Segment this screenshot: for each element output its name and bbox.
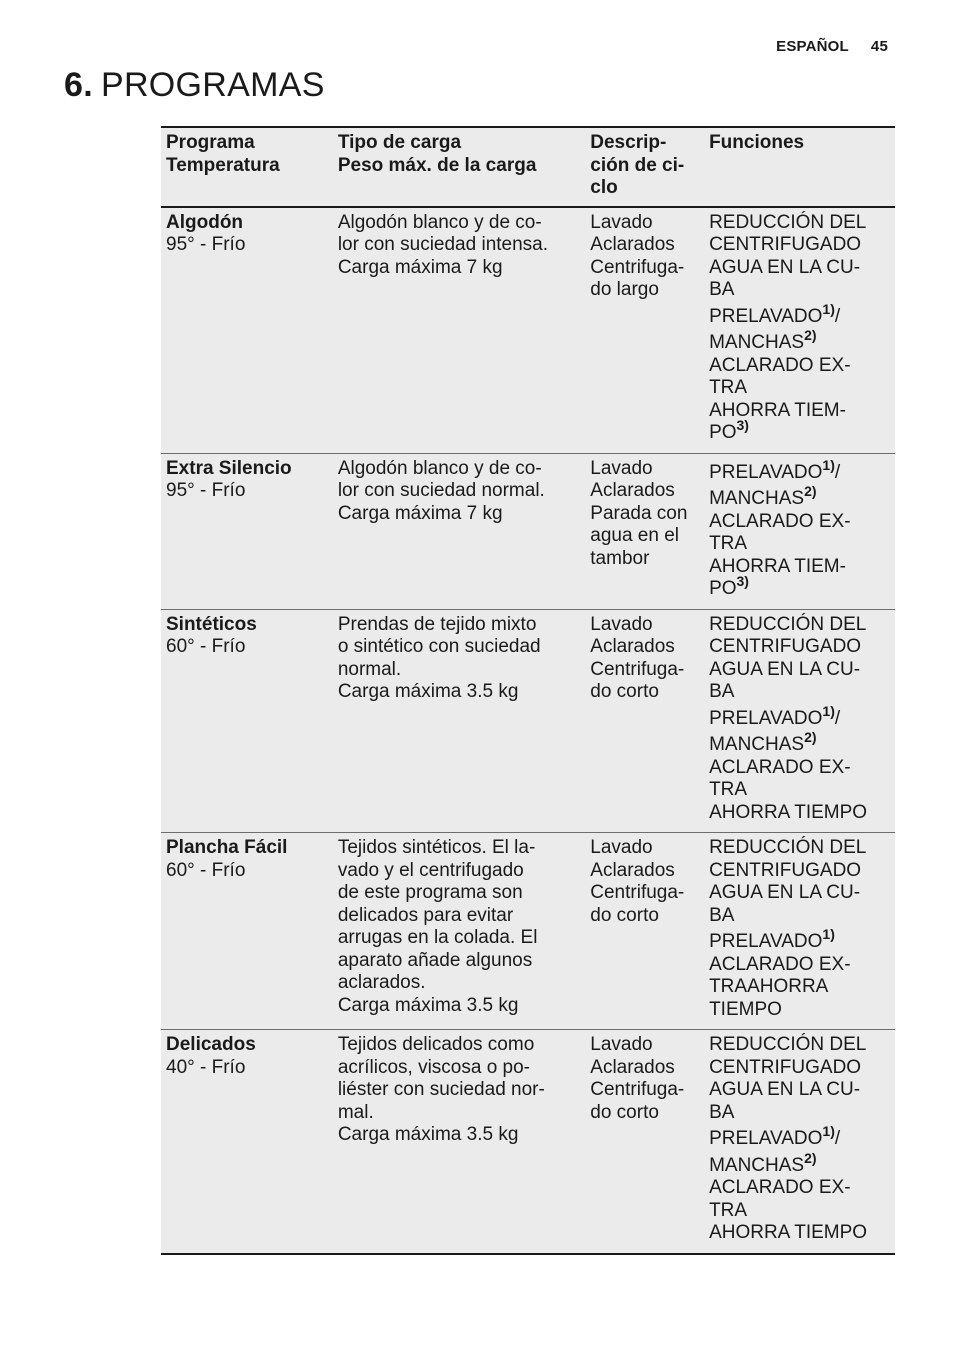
- function-line: [709, 483, 890, 511]
- footnote-marker: 1): [822, 300, 835, 317]
- function-line: REDUCCIÓN DEL: [709, 837, 867, 858]
- function-line: [709, 573, 890, 601]
- table-row: [161, 207, 895, 454]
- function-line: [709, 1123, 890, 1151]
- header-line: Temperatura: [166, 154, 280, 176]
- section-number: 6.: [64, 66, 93, 104]
- program-cell: [161, 609, 333, 833]
- program-cell: [161, 453, 333, 609]
- load-cell: [333, 207, 585, 454]
- footnote-marker: 3): [736, 417, 749, 433]
- program-cell: [161, 1030, 333, 1254]
- function-line: CENTRIFUGADO: [709, 234, 862, 255]
- program-cell: [161, 207, 333, 454]
- function-text: MANCHAS: [709, 488, 805, 509]
- function-line: [709, 327, 890, 355]
- load-cell: [333, 833, 585, 1030]
- cycle-line: Parada con: [590, 502, 688, 524]
- function-line: [709, 417, 890, 445]
- footnote-marker: 2): [804, 327, 817, 343]
- cycle-cell: [585, 207, 704, 454]
- separator-slash: /: [834, 707, 841, 729]
- function-text: PRELAVADO: [709, 1128, 823, 1149]
- function-line: [709, 702, 890, 731]
- cycle-line: Lavado: [590, 457, 653, 479]
- footnote-marker: 2): [804, 729, 817, 745]
- cycle-line: Aclarados: [590, 859, 675, 881]
- program-name: Sintéticos: [166, 613, 257, 635]
- table-row: [161, 453, 895, 609]
- function-line: [709, 456, 890, 485]
- function-line: ACLARADO EX-: [709, 756, 851, 778]
- load-line: arrugas en la colada. El: [337, 927, 538, 948]
- function-line: [709, 729, 890, 757]
- function-text: PRELAVADO: [709, 461, 823, 483]
- footnote-marker: 1): [822, 456, 835, 473]
- table-row: [161, 609, 895, 833]
- function-line: AGUA EN LA CU-: [709, 1079, 861, 1100]
- load-line: Prendas de tejido mixto: [337, 613, 537, 635]
- function-line: ACLARADO EX-: [709, 510, 851, 532]
- function-line: REDUCCIÓN DEL: [709, 1034, 867, 1055]
- functions-cell: [704, 453, 895, 609]
- function-line: REDUCCIÓN DEL: [709, 211, 867, 233]
- cycle-cell: [585, 1030, 704, 1254]
- cycle-line: do corto: [590, 681, 659, 702]
- cycle-line: tambor: [590, 547, 650, 569]
- cycle-line: Centrifuga-: [590, 1079, 685, 1100]
- function-text: MANCHAS: [709, 1154, 805, 1176]
- program-name: Extra Silencio: [166, 457, 292, 479]
- function-line: TRA: [709, 533, 748, 554]
- program-temperature: 95° - Frío: [166, 480, 246, 501]
- load-line: delicados para evitar: [337, 904, 514, 926]
- function-line: ACLARADO EX-: [709, 354, 851, 376]
- load-line: acrílicos, viscosa o po-: [337, 1056, 531, 1078]
- program-temperature: 40° - Frío: [166, 1056, 246, 1078]
- function-line: ACLARADO EX-: [709, 1177, 851, 1198]
- table-row: [161, 833, 895, 1030]
- load-line: Tejidos delicados como: [337, 1034, 535, 1055]
- function-line: AGUA EN LA CU-: [709, 658, 861, 680]
- separator-slash: /: [834, 1128, 841, 1149]
- functions-cell: [704, 833, 895, 1030]
- header-line: Descrip-: [590, 132, 667, 153]
- function-text: PRELAVADO: [709, 931, 823, 952]
- load-line: Carga máxima 3.5 kg: [337, 994, 519, 1016]
- function-line: ACLARADO EX-: [709, 953, 851, 975]
- separator-slash: /: [834, 305, 841, 327]
- load-line: vado y el centrifugado: [337, 859, 524, 881]
- function-line: TRAAHORRA: [709, 976, 829, 997]
- function-line: CENTRIFUGADO: [709, 1056, 862, 1078]
- cycle-line: Aclarados: [590, 1056, 675, 1078]
- load-line: aclarados.: [337, 972, 426, 993]
- functions-cell: [704, 1030, 895, 1254]
- footnote-marker: 1): [822, 1123, 835, 1139]
- cycle-cell: [585, 453, 704, 609]
- program-temperature: 95° - Frío: [166, 234, 246, 255]
- function-line: CENTRIFUGADO: [709, 859, 862, 881]
- function-text: MANCHAS: [709, 332, 805, 353]
- load-line: Algodón blanco y de co-: [337, 211, 542, 233]
- load-line: Carga máxima 3.5 kg: [337, 1124, 519, 1145]
- header-line: Tipo de carga: [337, 132, 462, 153]
- function-line: REDUCCIÓN DEL: [709, 613, 867, 635]
- header-language: ESPAÑOL: [776, 38, 849, 55]
- cycle-line: Centrifuga-: [590, 882, 685, 903]
- function-line: TRA: [709, 377, 748, 398]
- function-line: AHORRA TIEM-: [709, 399, 846, 421]
- cycle-line: Centrifuga-: [590, 256, 685, 278]
- table-row: [161, 1030, 895, 1254]
- section-title: [64, 66, 325, 105]
- table-header-row: [161, 127, 895, 207]
- cycle-line: Centrifuga-: [590, 658, 685, 680]
- function-text: MANCHAS: [709, 734, 805, 755]
- load-line: Algodón blanco y de co-: [337, 457, 542, 479]
- cycle-line: agua en el: [590, 525, 680, 546]
- header-load-type: [333, 127, 585, 207]
- function-text: PRELAVADO: [709, 305, 823, 327]
- header-line: ción de ci-: [590, 154, 685, 176]
- load-line: aparato añade algunos: [337, 949, 533, 971]
- cycle-line: Aclarados: [590, 480, 675, 501]
- function-line: AHORRA TIEMPO: [709, 801, 868, 823]
- header-line: clo: [590, 177, 618, 198]
- program-name: Delicados: [166, 1034, 256, 1055]
- load-line: Carga máxima 7 kg: [337, 502, 503, 524]
- section-title-text: PROGRAMAS: [100, 66, 325, 104]
- function-line: TIEMPO: [709, 998, 782, 1020]
- header-cycle-description: [585, 127, 704, 207]
- cycle-line: do largo: [590, 279, 659, 300]
- function-line: AHORRA TIEM-: [709, 555, 846, 577]
- program-name: Plancha Fácil: [166, 837, 288, 858]
- load-line: normal.: [337, 658, 402, 680]
- load-line: mal.: [337, 1101, 374, 1123]
- load-line: Carga máxima 3.5 kg: [337, 681, 519, 702]
- function-line: BA: [709, 904, 735, 926]
- load-line: de este programa son: [337, 882, 523, 903]
- load-line: lor con suciedad normal.: [337, 480, 545, 501]
- cycle-line: Lavado: [590, 1034, 653, 1055]
- function-line: BA: [709, 681, 735, 702]
- program-cell: [161, 833, 333, 1030]
- load-line: Carga máxima 7 kg: [337, 256, 503, 278]
- footnote-marker: 1): [822, 926, 835, 942]
- load-line: lor con suciedad intensa.: [337, 234, 549, 255]
- header-line: Funciones: [709, 132, 805, 153]
- page-number: 45: [870, 38, 888, 55]
- cycle-line: Lavado: [590, 837, 653, 858]
- footnote-marker: 1): [822, 702, 835, 719]
- cycle-line: Aclarados: [590, 234, 675, 255]
- load-line: Tejidos sintéticos. El la-: [337, 837, 536, 858]
- function-line: AGUA EN LA CU-: [709, 882, 861, 903]
- program-temperature: 60° - Frío: [166, 859, 246, 881]
- function-line: AGUA EN LA CU-: [709, 256, 861, 278]
- load-cell: [333, 453, 585, 609]
- function-text: PO: [709, 422, 737, 443]
- load-cell: [333, 1030, 585, 1254]
- header-program-temperature: [161, 127, 333, 207]
- function-line: [709, 1149, 890, 1178]
- functions-cell: [704, 609, 895, 833]
- function-line: AHORRA TIEMPO: [709, 1222, 868, 1243]
- cycle-line: do corto: [590, 904, 659, 926]
- load-line: liéster con suciedad nor-: [337, 1079, 545, 1100]
- footnote-marker: 3): [736, 573, 749, 589]
- header-functions: [704, 127, 895, 207]
- function-line: CENTRIFUGADO: [709, 636, 862, 657]
- cycle-line: do corto: [590, 1101, 659, 1123]
- function-line: BA: [709, 279, 735, 300]
- header-line: Programa: [166, 132, 255, 153]
- cycle-line: Aclarados: [590, 636, 675, 657]
- cycle-line: Lavado: [590, 211, 653, 233]
- program-name: Algodón: [166, 211, 244, 233]
- function-line: [709, 300, 890, 329]
- load-line: o sintético con suciedad: [337, 636, 541, 657]
- cycle-line: Lavado: [590, 613, 653, 635]
- function-text: PO: [709, 578, 737, 599]
- programs-table: [161, 126, 895, 1255]
- footnote-marker: 2): [804, 483, 817, 499]
- page-header: [776, 38, 888, 55]
- cycle-cell: [585, 609, 704, 833]
- function-line: BA: [709, 1101, 735, 1123]
- function-line: TRA: [709, 1199, 748, 1221]
- function-line: [709, 926, 890, 954]
- functions-cell: [704, 207, 895, 454]
- function-text: PRELAVADO: [709, 707, 823, 729]
- program-temperature: 60° - Frío: [166, 636, 246, 657]
- separator-slash: /: [834, 461, 841, 483]
- function-line: TRA: [709, 779, 748, 800]
- footnote-marker: 2): [804, 1149, 817, 1166]
- cycle-cell: [585, 833, 704, 1030]
- load-cell: [333, 609, 585, 833]
- header-line: Peso máx. de la carga: [337, 154, 537, 176]
